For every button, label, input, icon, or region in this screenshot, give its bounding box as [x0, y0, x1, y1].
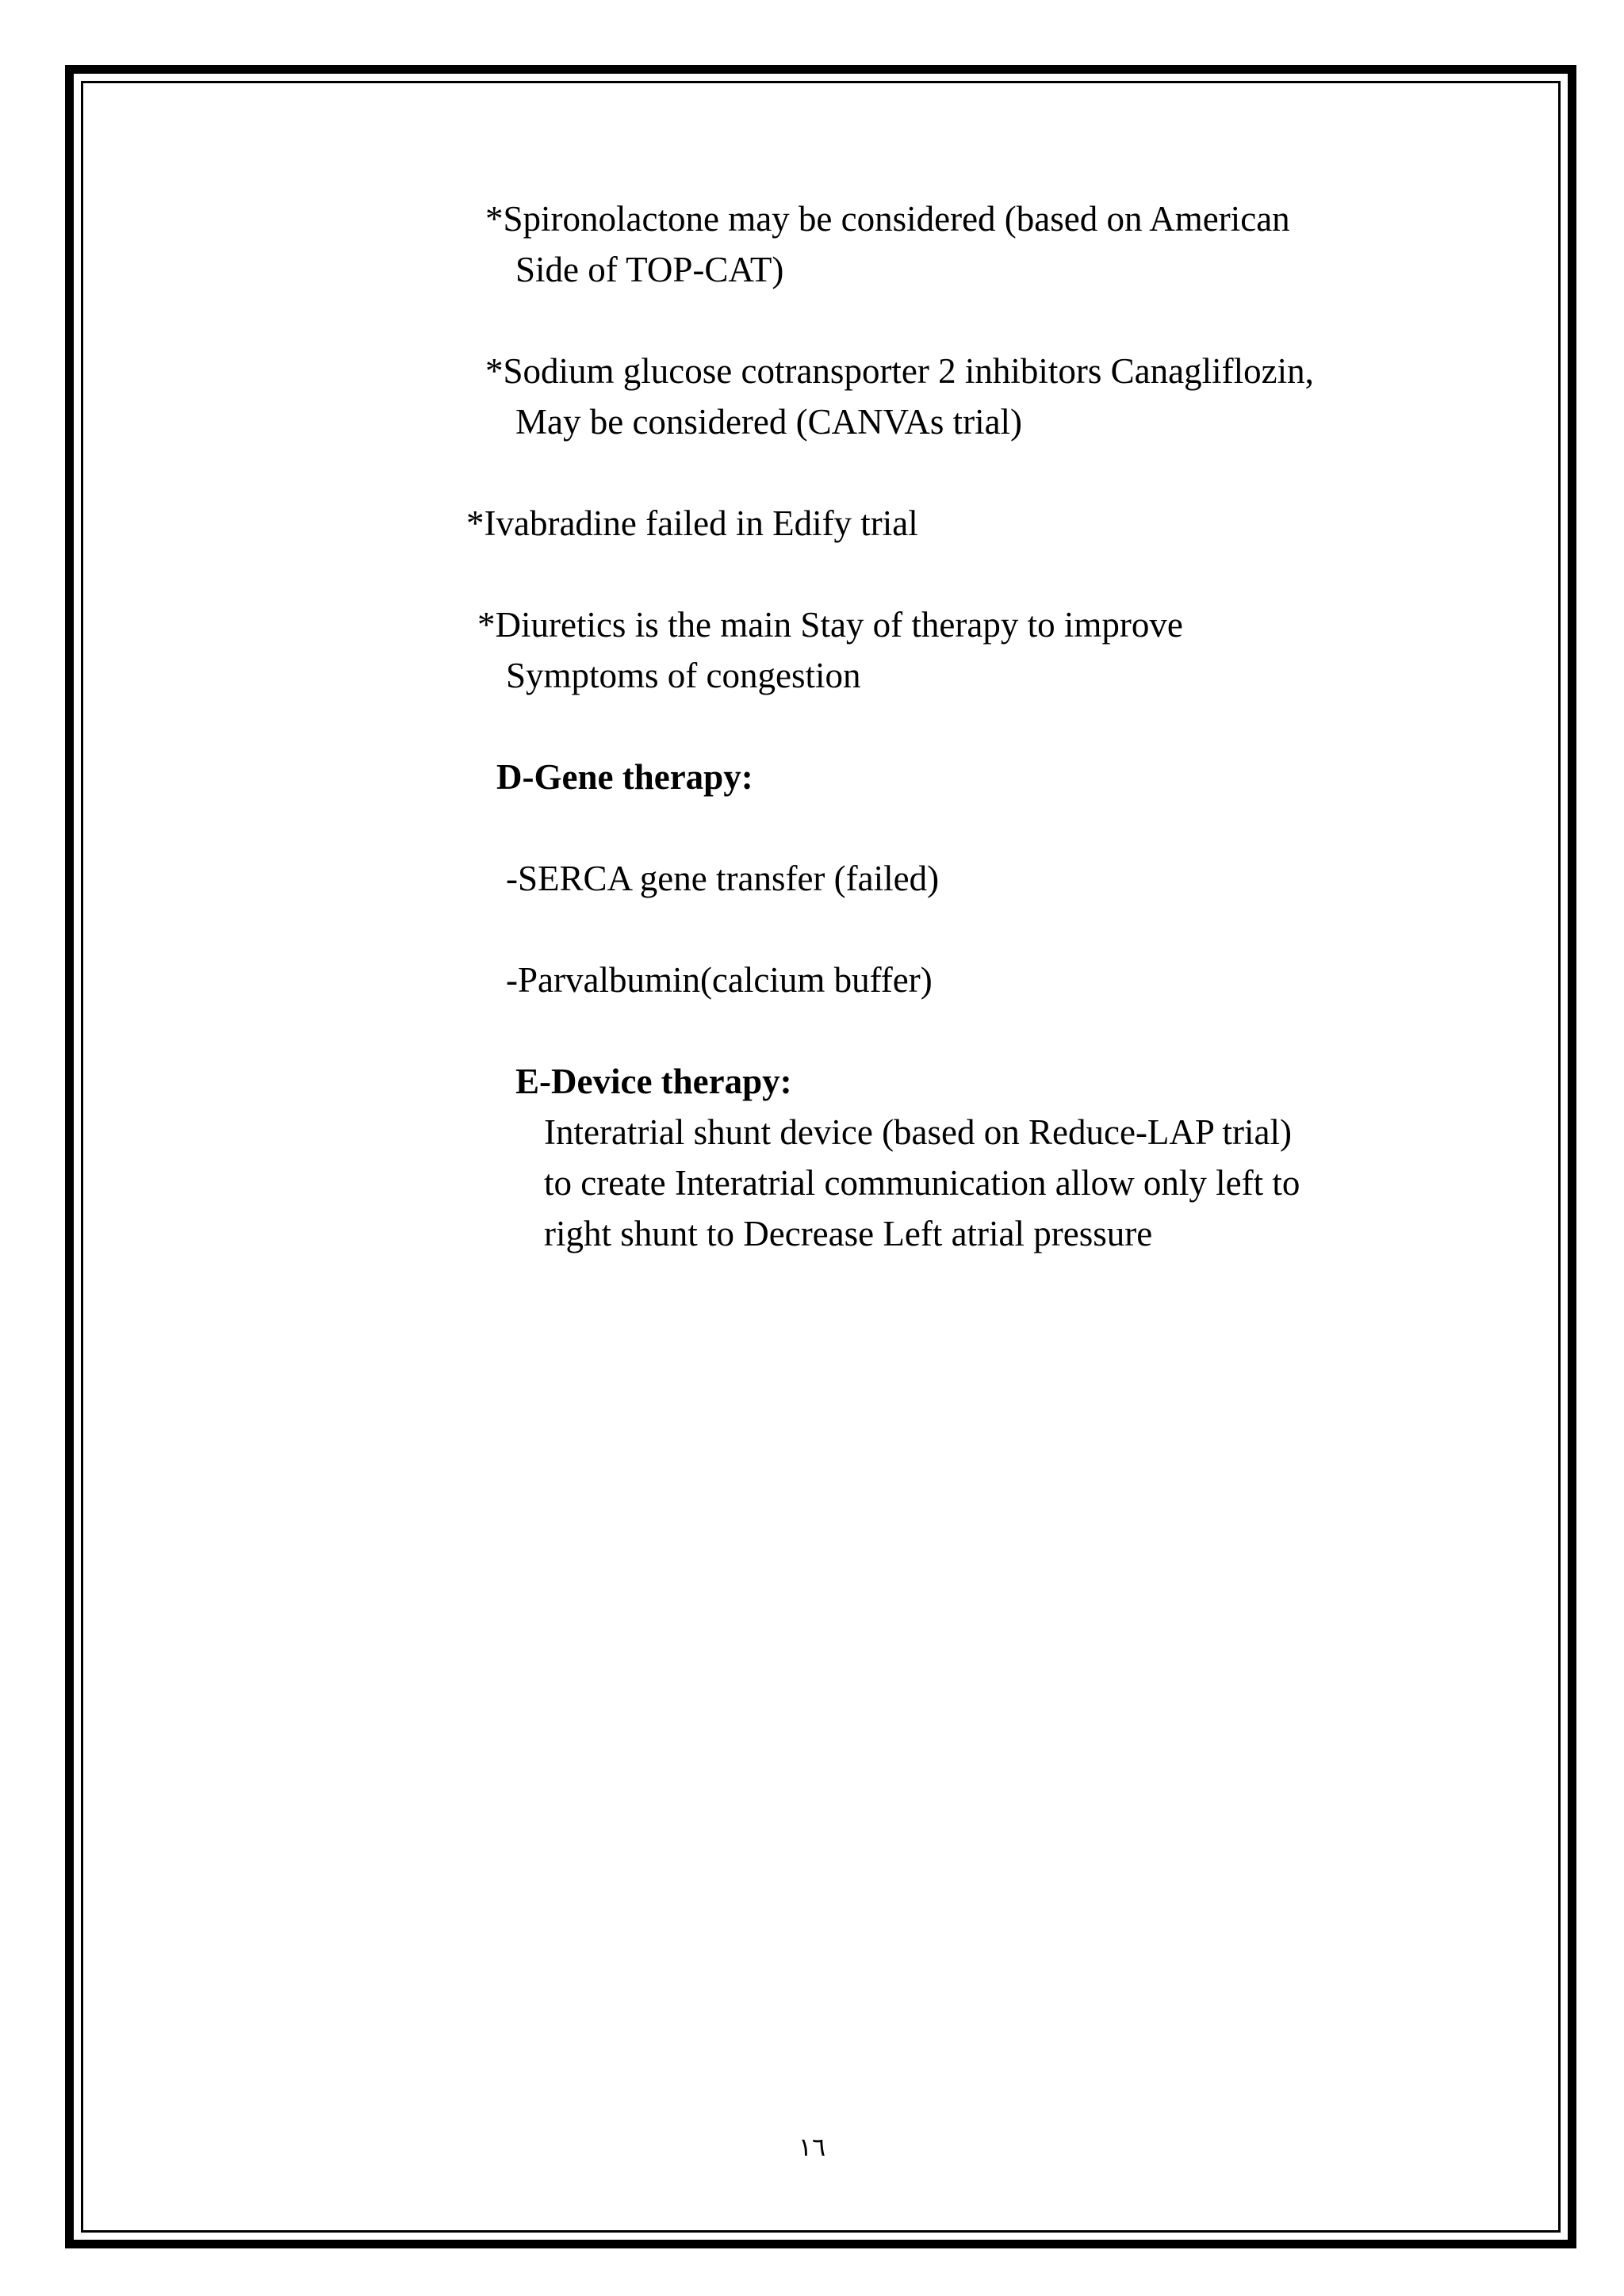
page-number: ١٦	[798, 2133, 826, 2161]
spironolactone-line-2: Side of TOP-CAT)	[515, 250, 784, 289]
device-line-3: right shunt to Decrease Left atrial pressure	[544, 1214, 1153, 1253]
gene-therapy-heading: D-Gene therapy:	[496, 757, 753, 797]
device-line-1: Interatrial shunt device (based on Reduce-LAP trial)	[544, 1112, 1292, 1152]
device-therapy-heading: E-Device therapy:	[515, 1062, 792, 1101]
sglt2-line-1: *Sodium glucose cotransporter 2 inhibitors Canagliflozin,	[485, 351, 1314, 391]
serca-line: -SERCA gene transfer (failed)	[506, 859, 940, 898]
device-line-2: to create Interatrial communication allow only left to	[544, 1163, 1300, 1203]
parvalbumin-line: -Parvalbumin(calcium buffer)	[506, 960, 933, 1000]
page-border-outer	[65, 65, 1576, 2248]
diuretics-line-2: Symptoms of congestion	[506, 656, 861, 695]
sglt2-line-2: May be considered (CANVAs trial)	[515, 402, 1023, 442]
diuretics-line-1: *Diuretics is the main Stay of therapy to improve	[477, 605, 1183, 645]
spironolactone-line-1: *Spironolactone may be considered (based on American	[485, 199, 1290, 239]
ivabradine-line: *Ivabradine failed in Edify trial	[466, 503, 918, 543]
